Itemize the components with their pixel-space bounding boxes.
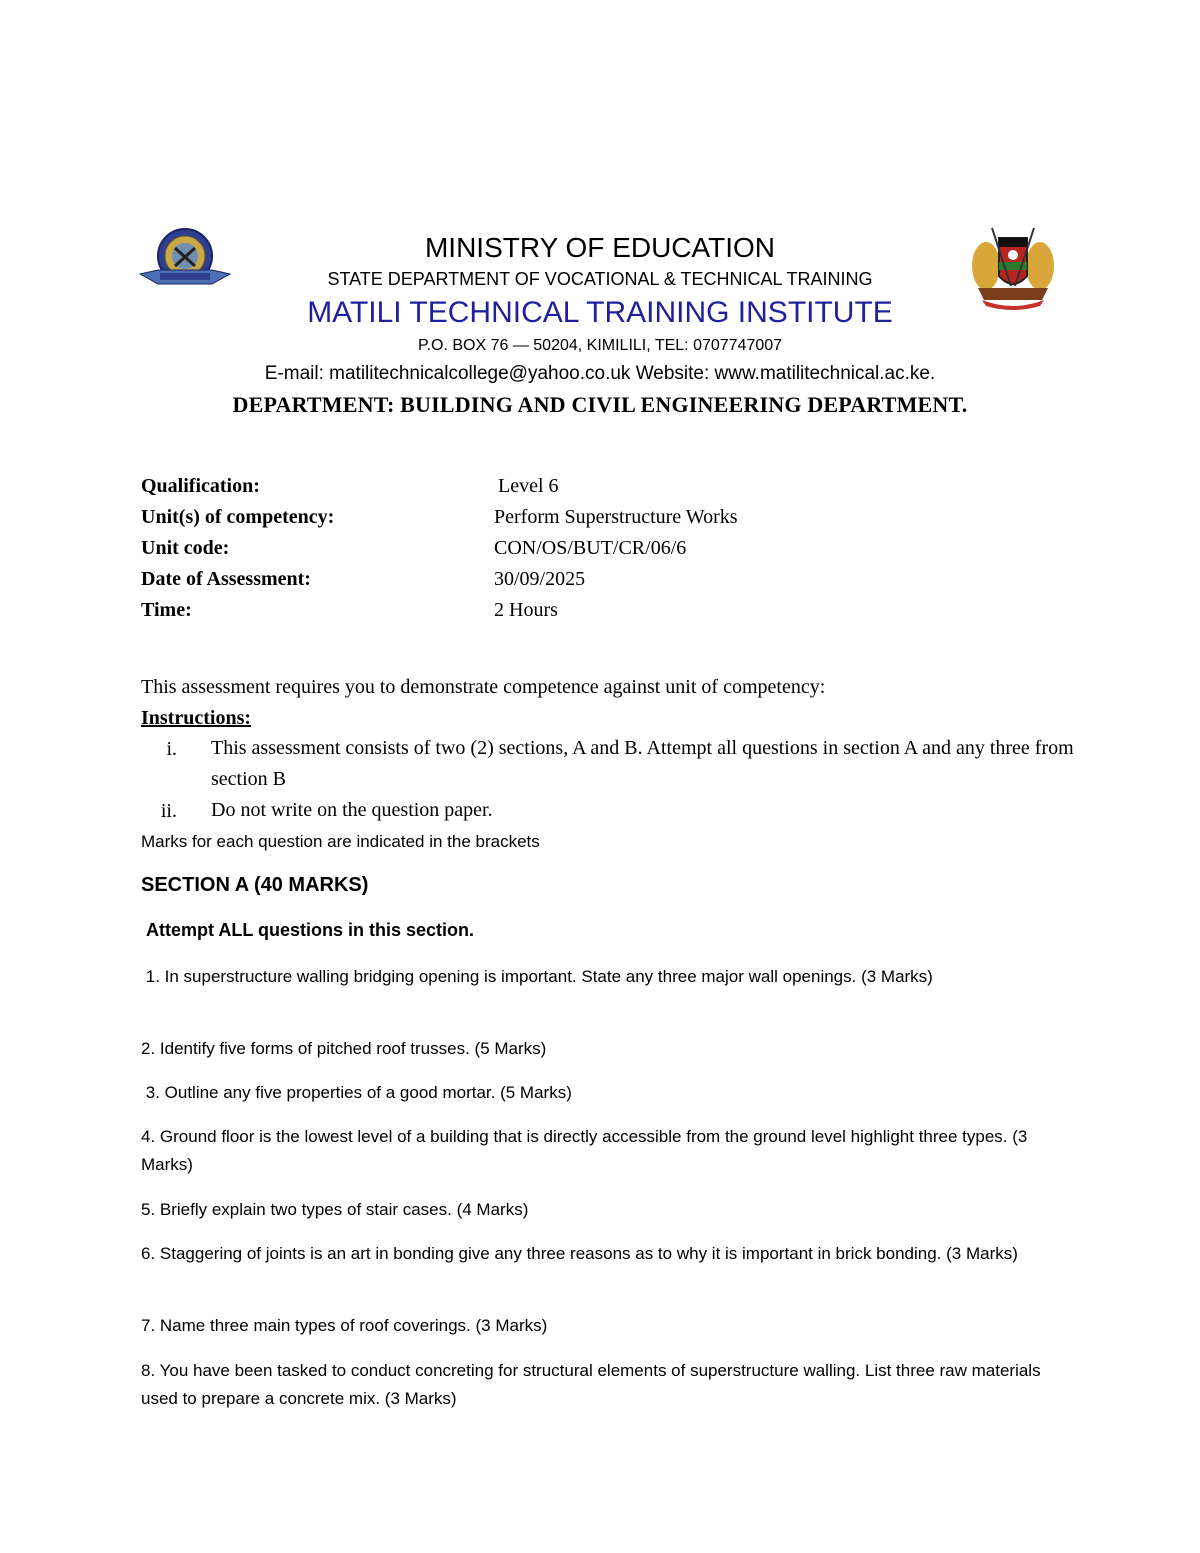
unit-label: Unit(s) of competency: (141, 506, 335, 528)
unit-value: Perform Superstructure Works (494, 506, 738, 528)
institute-name: MATILI TECHNICAL TRAINING INSTITUTE (307, 296, 893, 329)
contact-line: E-mail: matilitechnicalcollege@yahoo.co.uk Website: www.matilitechnical.ac.ke. (264, 363, 936, 384)
date-value: 30/09/2025 (494, 568, 586, 590)
instruction-numeral: ii. (160, 800, 177, 822)
ministry-title: MINISTRY OF EDUCATION (424, 232, 776, 263)
postal-address: P.O. BOX 76 — 50204, KIMILILI, TEL: 0707747007 (417, 337, 783, 354)
instructions-heading: Instructions: (141, 707, 252, 729)
question-item: 2. Identify five forms of pitched roof trusses. (5 Marks) (141, 1039, 547, 1058)
time-value: 2 Hours (494, 599, 558, 621)
qualification-label: Qualification: (141, 475, 260, 497)
question-item: 8. You have been tasked to conduct concreting for structural elements of superstructure walling. List three raw materials used to prepare a concrete mix. (3 Marks) (141, 1361, 1041, 1408)
question-item: 6. Staggering of joints is an art in bonding give any three reasons as to why it is important in brick bonding. (3 Marks) (141, 1244, 1018, 1263)
state-department: STATE DEPARTMENT OF VOCATIONAL & TECHNICAL TRAINING (327, 269, 873, 289)
section-a-subtitle: Attempt ALL questions in this section. (146, 920, 475, 940)
section-a-title: SECTION A (40 MARKS) (141, 874, 369, 896)
unit-code-value: CON/OS/BUT/CR/06/6 (494, 537, 687, 559)
question-item: 3. Outline any five properties of a good mortar. (5 Marks) (141, 1083, 572, 1102)
marks-note: Marks for each question are indicated in the brackets (141, 832, 540, 851)
unit-code-label: Unit code: (141, 537, 230, 559)
qualification-value: Level 6 (498, 475, 559, 497)
question-item: 7. Name three main types of roof coverings. (3 Marks) (141, 1316, 548, 1335)
time-label: Time: (141, 599, 192, 621)
question-item: 4. Ground floor is the lowest level of a building that is directly accessible from the ground level highlight three types. (3 Marks) (141, 1127, 1028, 1174)
date-label: Date of Assessment: (141, 568, 311, 590)
question-item: 5. Briefly explain two types of stair cases. (4 Marks) (141, 1200, 529, 1219)
instruction-item: This assessment consists of two (2) sections, A and B. Attempt all questions in section A and any three from section B (211, 737, 1074, 790)
assessment-requirement: This assessment requires you to demonstrate competence against unit of competency: (141, 676, 826, 698)
instruction-numeral: i. (166, 738, 177, 760)
department-title: DEPARTMENT: BUILDING AND CIVIL ENGINEERING DEPARTMENT. (232, 392, 968, 417)
question-item: 1. In superstructure walling bridging opening is important. State any three major wall openings. (3 Marks) (141, 967, 933, 986)
instruction-item: Do not write on the question paper. (211, 799, 493, 821)
